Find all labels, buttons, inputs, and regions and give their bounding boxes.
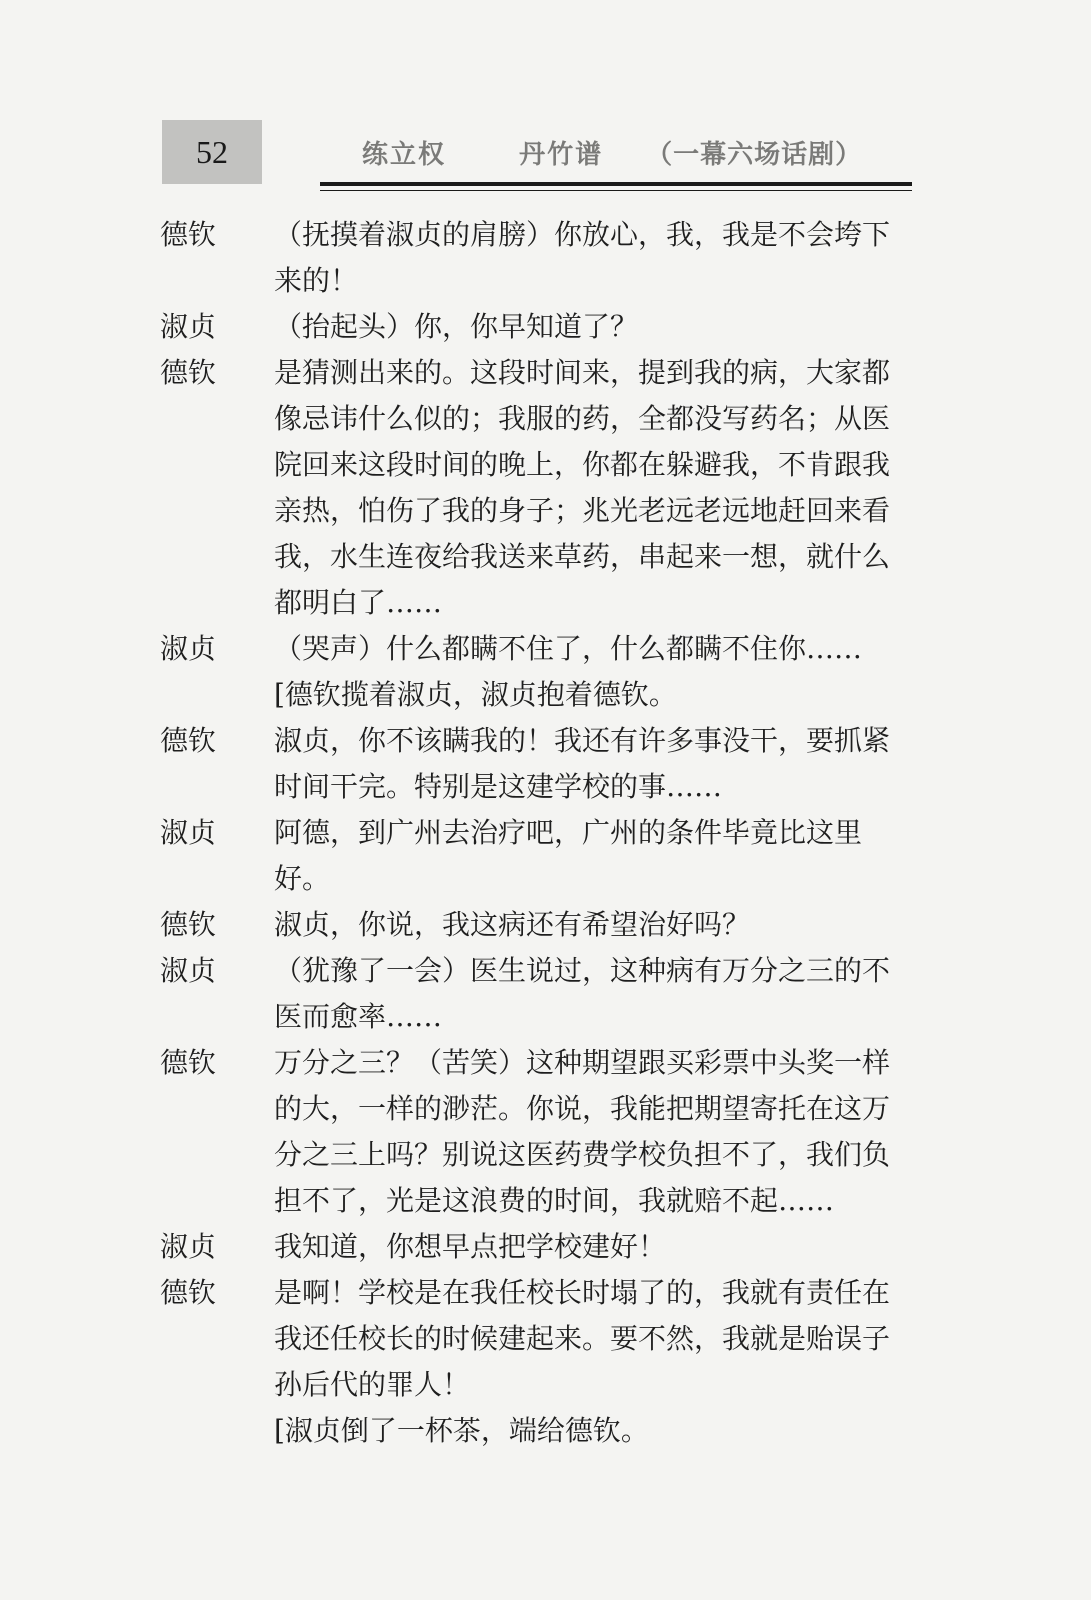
dialogue-line (160, 948, 920, 1040)
header-rule-thick (320, 182, 912, 186)
speaker-name: 淑贞 (160, 632, 217, 665)
stage-direction-text: [淑贞倒了一杯茶，端给德钦。 (274, 1414, 649, 1447)
speaker-name: 德钦 (160, 724, 217, 757)
dialogue-line (160, 350, 920, 626)
dialogue-line (160, 212, 920, 304)
dialogue-line (160, 810, 920, 902)
speaker-name: 德钦 (160, 1276, 217, 1309)
stage-direction (160, 1408, 920, 1454)
speaker-name: 德钦 (160, 218, 217, 251)
dialogue-line (160, 304, 920, 350)
script-body (160, 212, 920, 1454)
stage-direction (160, 672, 920, 718)
speaker-name: 淑贞 (160, 954, 217, 987)
speech-text: 淑贞，你不该瞒我的！我还有许多事没干，要抓紧时间干完。特别是这建学校的事…… (274, 724, 891, 803)
speaker-name: 淑贞 (160, 1230, 217, 1263)
header-rule-thin (320, 190, 912, 191)
header-title: 丹竹谱 (519, 140, 604, 170)
speaker-name: 德钦 (160, 1046, 217, 1079)
speech-text: 阿德，到广州去治疗吧，广州的条件毕竟比这里好。 (274, 816, 863, 895)
speech-text: 是猜测出来的。这段时间来，提到我的病，大家都像忌讳什么似的；我服的药，全都没写药名；从医院回来这段时间的晚上，你都在躲避我，不肯跟我亲热，怕伤了我的身子；兆光老远老远地赶回来看我，水生连夜给我送来草药，串起来一想，就什么都明白了…… (274, 356, 891, 619)
speech-text: 我知道，你想早点把学校建好！ (274, 1230, 667, 1263)
dialogue-line (160, 718, 920, 810)
dialogue-line (160, 626, 920, 672)
speech-text: （哭声）什么都瞒不住了，什么都瞒不住你…… (274, 632, 863, 665)
running-header (362, 134, 862, 174)
speech-text: 是啊！学校是在我任校长时塌了的，我就有责任在我还任校长的时候建起来。要不然，我就是贻误子孙后代的罪人！ (274, 1276, 891, 1401)
header-author: 练立权 (362, 140, 447, 170)
page-number (162, 120, 262, 184)
speech-text: 万分之三？（苦笑）这种期望跟买彩票中头奖一样的大，一样的渺茫。你说，我能把期望寄托在这万分之三上吗？别说这医药费学校负担不了，我们负担不了，光是这浪费的时间，我就赔不起…… (274, 1046, 891, 1217)
page-number-text: 52 (196, 133, 228, 170)
speaker-name: 德钦 (160, 908, 217, 941)
speech-text: 淑贞，你说，我这病还有希望治好吗？ (274, 908, 751, 941)
speech-text: （抬起头）你，你早知道了？ (274, 310, 639, 343)
speaker-name: 德钦 (160, 356, 217, 389)
dialogue-line (160, 1224, 920, 1270)
dialogue-line (160, 1270, 920, 1408)
dialogue-line (160, 1040, 920, 1224)
dialogue-line (160, 902, 920, 948)
speaker-name: 淑贞 (160, 816, 217, 849)
speech-text: （抚摸着淑贞的肩膀）你放心，我，我是不会垮下来的！ (274, 218, 891, 297)
header-genre: （一幕六场话剧） (646, 140, 863, 170)
speaker-name: 淑贞 (160, 310, 217, 343)
stage-direction-text: [德钦揽着淑贞，淑贞抱着德钦。 (274, 678, 677, 711)
speech-text: （犹豫了一会）医生说过，这种病有万分之三的不医而愈率…… (274, 954, 891, 1033)
